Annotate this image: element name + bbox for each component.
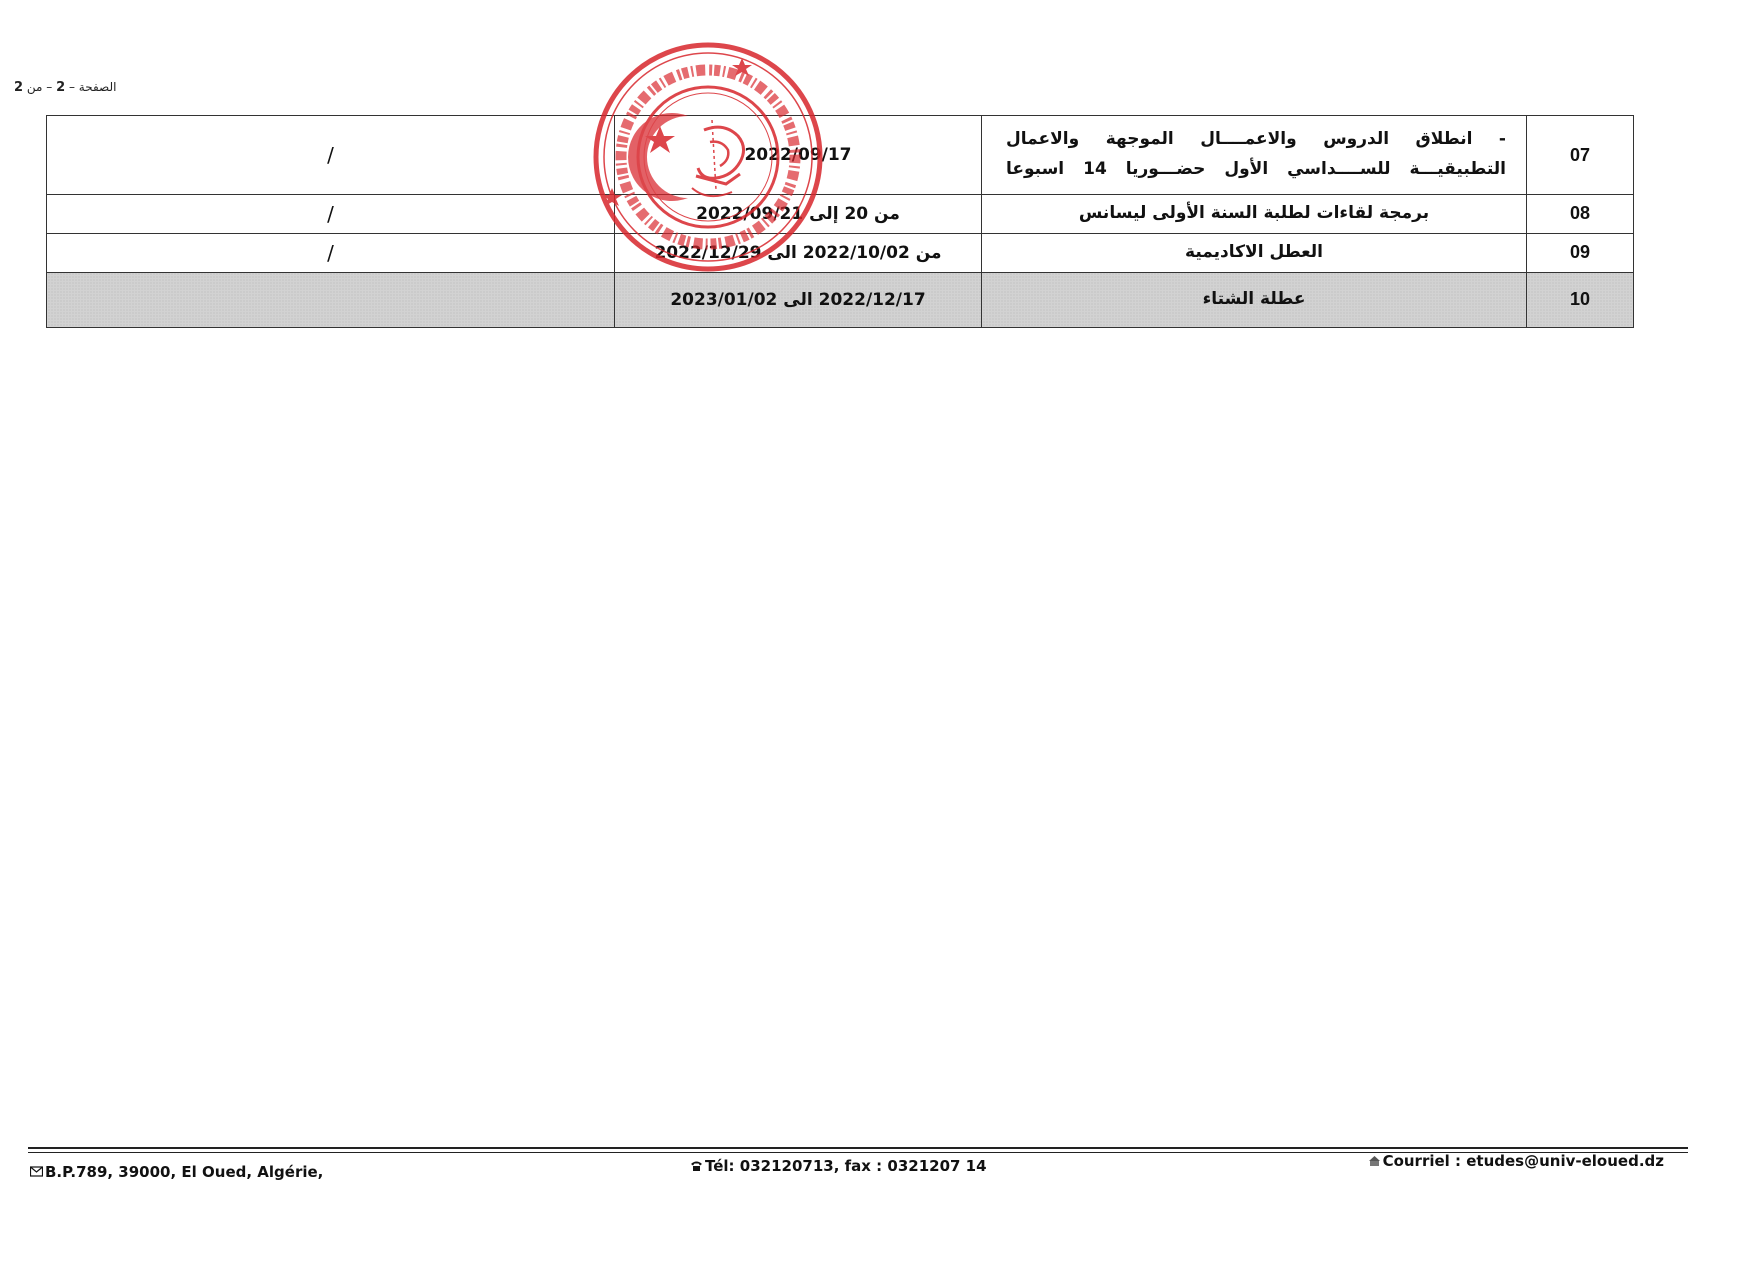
row-activity-line: - انطلاق الدروس والاعمــــال الموجهة والاعمال — [1006, 129, 1506, 150]
schedule-table — [46, 115, 1634, 328]
row-date: 2022/12/17 الى 2023/01/02 — [615, 272, 982, 327]
mail-icon — [1368, 1154, 1381, 1167]
page-number-current: 2 — [56, 80, 66, 95]
footer-email — [1368, 1152, 1664, 1170]
page-number: الصفحة – 2 – من 2 — [14, 80, 117, 95]
row-activity-line: التطبيقيـــة للســــداسي الأول حضـــوريا 14 اسبوعا — [1006, 159, 1506, 179]
row-activity — [982, 116, 1527, 195]
table-row — [47, 272, 1634, 327]
row-date: 2022/09/17 — [615, 116, 982, 195]
row-note: / — [47, 195, 615, 234]
page-number-separator: من — [26, 80, 43, 94]
footer-address — [30, 1163, 323, 1181]
table-row — [47, 233, 1634, 272]
row-activity: العطل الاكاديمية — [982, 233, 1527, 272]
row-date: من 2022/10/02 الى 2022/12/29 — [615, 233, 982, 272]
row-activity: عطلة الشتاء — [982, 272, 1527, 327]
table-row — [47, 116, 1634, 195]
footer-phone — [690, 1157, 987, 1175]
row-note: / — [47, 233, 615, 272]
row-number: 08 — [1527, 195, 1634, 234]
envelope-icon — [30, 1165, 43, 1178]
page-number-prefix: الصفحة — [78, 80, 117, 94]
footer-divider — [28, 1147, 1688, 1149]
phone-icon — [690, 1159, 703, 1172]
page-number-total: 2 — [14, 80, 24, 95]
row-date: من 20 إلى 2022/09/21 — [615, 195, 982, 234]
row-note: / — [47, 116, 615, 195]
row-number: 10 — [1527, 272, 1634, 327]
footer-address-text: B.P.789, 39000, El Oued, Algérie, — [45, 1163, 324, 1181]
row-number: 09 — [1527, 233, 1634, 272]
footer-phone-text: Tél: 032120713, fax : 0321207 14 — [705, 1157, 987, 1175]
footer-email-text: Courriel : etudes@univ-eloued.dz — [1382, 1152, 1664, 1170]
row-activity: برمجة لقاءات لطلبة السنة الأولى ليسانس — [982, 195, 1527, 234]
row-number: 07 — [1527, 116, 1634, 195]
table-row — [47, 195, 1634, 234]
row-note — [47, 272, 615, 327]
